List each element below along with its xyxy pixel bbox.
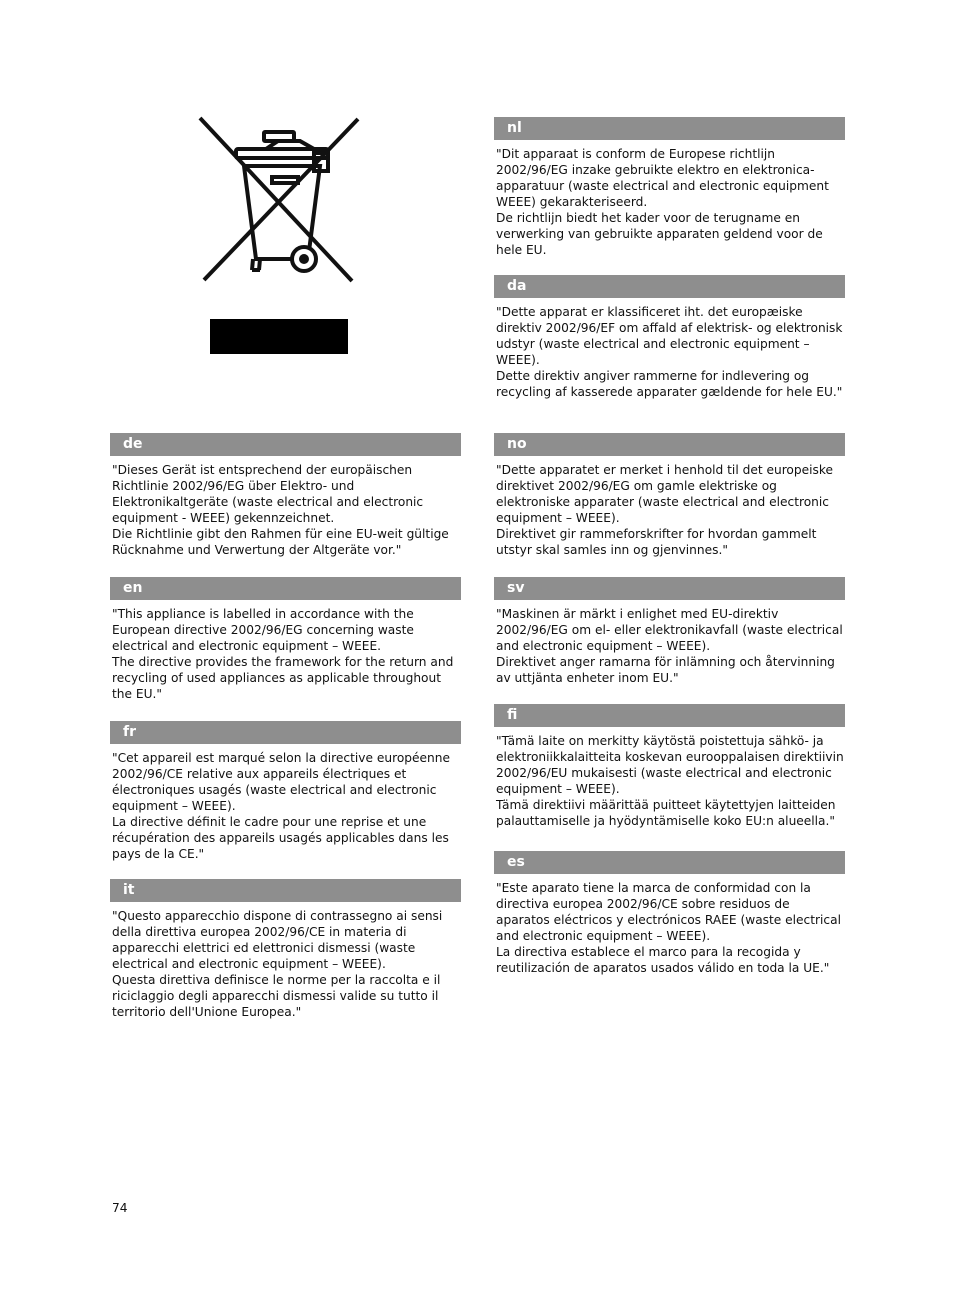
paragraph: La directiva establece el marco para la recogida y reutilización de aparatos usados válido en toda la UE."	[496, 945, 830, 975]
section-text-nl	[494, 146, 845, 258]
section-text-es	[494, 880, 845, 976]
paragraph: "Este aparato tiene la marca de conformidad con la directiva europea 2002/96/CE sobre residuos de aparatos eléctricos y electrónicos RAEE (waste electrical and electronic equipment – WEEE).	[496, 881, 841, 943]
paragraph: "This appliance is labelled in accordance with the European directive 2002/96/EG concerning waste electrical and electronic equipment – WEEE.	[112, 607, 414, 653]
language-header-fi: fi	[494, 704, 845, 727]
section-fi	[494, 704, 845, 829]
section-text-fi	[494, 733, 845, 829]
paragraph: "Maskinen är märkt i enlighet med EU-direktiv 2002/96/EG om el- eller elektronikavfall (waste electrical and electronic equipment – WEEE).	[496, 607, 843, 653]
language-header-da: da	[494, 275, 845, 298]
paragraph: The directive provides the framework for the return and recycling of used appliances as applicable throughout the EU."	[112, 655, 454, 701]
section-text-it	[110, 908, 461, 1020]
paragraph: Direktivet gir rammeforskrifter for hvordan gammelt utstyr skal samles inn og gjenvinnes."	[496, 527, 817, 557]
paragraph: "Dette apparatet er merket i henhold til det europeiske direktivet 2002/96/EG om gamle elektriske og elektroniske apparater (waste electrical and electronic equipment – WEEE).	[496, 463, 833, 525]
section-text-en	[110, 606, 461, 702]
section-es	[494, 851, 845, 976]
language-header-de: de	[110, 433, 461, 456]
language-header-fr: fr	[110, 721, 461, 744]
section-fr	[110, 721, 461, 862]
section-text-no	[494, 462, 845, 558]
section-da	[494, 275, 845, 400]
language-header-es: es	[494, 851, 845, 874]
black-bar	[210, 319, 348, 354]
paragraph: "Questo apparecchio dispone di contrassegno ai sensi della direttiva europea 2002/96/CE in materia di apparecchi elettrici ed elettronici dismessi (waste electrical and electronic equipment – WEEE).	[112, 909, 443, 971]
paragraph: "Dieses Gerät ist entsprechend der europäischen Richtlinie 2002/96/EG über Elektro- und Elektronikaltgeräte (waste electrical and electronic equipment - WEEE) gekennzeichnet.	[112, 463, 424, 525]
section-text-fr	[110, 750, 461, 862]
paragraph: Tämä direktiivi määrittää puitteet käytettyjen laitteiden palauttamiselle ja hyödyntämiselle koko EU:n alueella."	[496, 798, 836, 828]
section-no	[494, 433, 845, 558]
paragraph: "Tämä laite on merkitty käytöstä poistettuja sähkö- ja elektroniikkalaitteita koskevan eurooppalaisen direktiivin 2002/96/EU mukaisesti (waste electrical and electronic equipment – WEEE).	[496, 734, 844, 796]
paragraph: Questa direttiva definisce le norme per la raccolta e il riciclaggio degli apparecchi dismessi valide su tutto il territorio dell'Unione Europea."	[112, 973, 441, 1019]
language-header-sv: sv	[494, 577, 845, 600]
section-text-de	[110, 462, 461, 558]
paragraph: Dette direktiv angiver rammerne for indlevering og recycling af kasserede apparater gældende for hele EU."	[496, 369, 843, 399]
section-de	[110, 433, 461, 558]
language-header-nl: nl	[494, 117, 845, 140]
paragraph: Die Richtlinie gibt den Rahmen für eine EU-weit gültige Rücknahme und Verwertung der Altgeräte vor."	[112, 527, 449, 557]
language-header-no: no	[494, 433, 845, 456]
section-en	[110, 577, 461, 702]
page-number: 74	[112, 1201, 128, 1215]
section-text-da	[494, 304, 845, 400]
paragraph: De richtlijn biedt het kader voor de terugname en verwerking van gebruikte apparaten geldend voor de hele EU.	[496, 211, 823, 257]
section-it	[110, 879, 461, 1020]
paragraph: "Cet appareil est marqué selon la directive européenne 2002/96/CE relative aux appareils électriques et électroniques usagés (waste electrical and electronic equipment – WEEE).	[112, 751, 450, 813]
paragraph: "Dette apparat er klassificeret iht. det europæiske direktiv 2002/96/EF om affald af elektrisk- og elektronisk udstyr (waste electrical and electronic equipment – WEEE).	[496, 305, 843, 367]
paragraph: La directive définit le cadre pour une reprise et une récupération des appareils usagés applicables dans les pays de la CE."	[112, 815, 449, 861]
section-sv	[494, 577, 845, 686]
paragraph: "Dit apparaat is conform de Europese richtlijn 2002/96/EG inzake gebruikte elektro en elektronica-apparatuur (waste electrical and electronic equipment WEEE) gekarakteriseerd.	[496, 147, 829, 209]
weee-crossed-bin-icon	[198, 116, 362, 284]
section-text-sv	[494, 606, 845, 686]
language-header-en: en	[110, 577, 461, 600]
paragraph: Direktivet anger ramarna för inlämning och återvinning av uttjänta enheter inom EU."	[496, 655, 835, 685]
language-header-it: it	[110, 879, 461, 902]
section-nl	[494, 117, 845, 258]
